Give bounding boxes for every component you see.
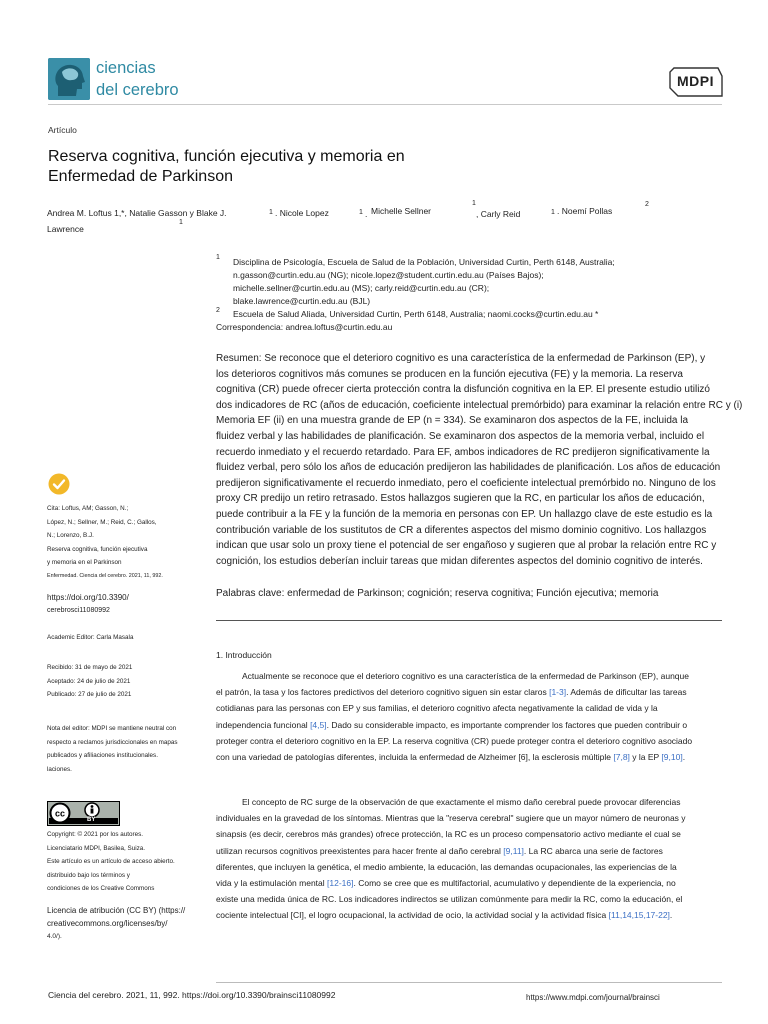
copyright-block: Copyright: © 2021 por los autores. Licenciatario MDPI, Basilea, Suiza. Este artículo es un artículo de acceso abierto. distribuido bajo los términos y condiciones de los Creative Commons	[47, 831, 175, 893]
author-affil-sup: 1	[551, 209, 555, 216]
author-separator: .	[365, 209, 368, 219]
check-for-updates-icon[interactable]	[48, 473, 70, 495]
brain-head-icon	[48, 58, 90, 100]
citation-block: Cita: Loftus, AM; Gasson, N.; López, N.; Sellner, M.; Reid, C.; Gallos, N.; Lorenzo, B.J. Reserva cognitiva, función ejecutiva y memoria en el Parkinson Enfermedad. Ciencia del cerebro. 2021, 11, 992.	[47, 505, 163, 579]
author-pollas: . Noemí Pollas	[557, 206, 613, 216]
author-affil-sup: 1	[359, 209, 363, 216]
abstract: Resumen: Se reconoce que el deterioro cognitivo es una característica de la enfermedad de Parkinson (EP), y los deterioros cognitivos más comunes se producen en la función ejecutiva (FE) y la memoria. La reserva cognitiva (CR) puede ofrecer cierta protección contra la disfunción cognitiva en la EP. El presente estudio utilizó dos indicadores de RC (años de educación, coeficiente intelectual premórbido) para examinar la relación entre RC y (i) Memoria EF (ii) en una muestra grande de EP (n = 334). Se examinaron dos aspectos de la FE, incluida la fluidez verbal y las habilidades de planificación. Se examinaron dos aspectos de la memoria verbal, incluido el recuerdo inmediato y el recuerdo retardado. Para EF, ambos indicadores de RC predijeron significativamente la fluidez verbal, pero sólo los años de educación predijeron las habilidades de planificación. Los años de educación predijeron significativamente el recuerdo inmediato, pero el coeficiente intelectual premórbido no. Ninguno de los proxy CR predijo un retiro retrasado. Estos hallazgos sugieren que la RC, en particular los años de educación, puede contribuir a la FE y la función de la memoria en personas con EP. Un hallazgo clave de este estudio es la contribución variable de los sustitutos de CR a diferentes aspectos del mismo dominio cognitivo. Los hallazgos indican que usar solo un proxy tiene el potencial de ser engañoso y sugieren que al probar la relación entre RC y cognición, los estudios deberían incluir tareas que midan diferentes aspectos del dominio cognitivo de interés.	[216, 353, 743, 567]
author-lopez: . Nicole Lopez	[275, 208, 329, 218]
svg-text:cc: cc	[54, 808, 66, 819]
author-affil-sup: 1	[472, 200, 476, 207]
citation-link[interactable]: [11,14,15,17-22]	[608, 910, 670, 921]
affiliation-1: Disciplina de Psicología, Escuela de Salud de la Población, Universidad Curtin, Perth 6148, Australia; n.gasson@curtin.edu.au (NG); nicole.lopez@student.curtin.edu.au (Países Bajos); michelle.sellner@curtin.edu.au (MS); carly.reid@curtin.edu.au (CR); blake.lawrence@curtin.edu.au (BJL)	[233, 257, 615, 306]
cc-by-license-badge[interactable]	[47, 801, 120, 826]
footer-divider	[216, 982, 722, 983]
correspondence: Correspondencia: andrea.loftus@curtin.edu.au	[216, 322, 393, 332]
author-affil-sup: 1	[179, 219, 183, 226]
intro-paragraph-2: El concepto de RC surge de la observación de que exactamente el mismo daño cerebral puede provocar diferencias individuales en la gravedad de los síntomas. Mientras que la "reserva cerebral" sugiere que un mayor número de neuronas y sinapsis (es decir, cerebros más grandes) ofrece protección, la RC es un proceso compensatorio activo mediante el cual se utilizan recursos cognitivos preexistentes para hacer frente al daño cerebral [9,11]. La RC abarca una serie de factores diferentes, que incluyen la genética, el medio ambiente, la educación, las demandas ocupacionales, las experiencias de la vida y la estimulación mental [12-16]. Como se cree que es multifactorial, acumulativo y dependiente de la experiencia, no existe una medida única de RC. Los indicadores indirectos se utilizan comúnmente para medir la RC, como la educación, el cociente intelectual [CI], el logro ocupacional, la actividad de ocio, la actividad social y la actividad física [11,14,15,17-22].	[216, 797, 686, 921]
mdpi-logo	[668, 66, 724, 98]
publisher-note: Nota del editor: MDPI se mantiene neutral con respecto a reclamos jurisdiccionales en mapas publicados y afiliaciones institucionales. laciones.	[47, 725, 178, 773]
keywords: Palabras clave: enfermedad de Parkinson; cognición; reserva cognitiva; Función ejecutiva; memoria	[216, 588, 659, 599]
header-divider	[48, 104, 722, 105]
cc-by-label: BY	[87, 817, 96, 823]
doi-link[interactable]: https://doi.org/10.3390/ cerebrosci11080992	[47, 593, 129, 614]
page-title: Reserva cognitiva, función ejecutiva y memoria en Enfermedad de Parkinson	[48, 148, 405, 185]
section-heading-introduction: 1. Introducción	[216, 650, 272, 660]
author-sellner: Michelle Sellner	[371, 206, 431, 216]
affiliation-2: Escuela de Salud Aliada, Universidad Curtin, Perth 6148, Australia; naomi.cocks@curtin.edu.au *	[233, 309, 599, 319]
author-loftus-gasson-blake: Andrea M. Loftus 1,*, Natalie Gasson y Blake J.	[47, 208, 227, 218]
publisher-name: MDPI	[677, 73, 714, 89]
affiliation-number: 2	[216, 307, 220, 314]
author-lawrence: Lawrence	[47, 224, 84, 234]
article-type: Artículo	[48, 125, 77, 135]
journal-logo	[48, 58, 90, 100]
citation-link[interactable]: [4,5]	[310, 719, 327, 730]
citation-link[interactable]: [1-3]	[549, 687, 567, 698]
footer-citation: Ciencia del cerebro. 2021, 11, 992. https://doi.org/10.3390/brainsci11080992	[48, 990, 336, 1000]
citation-link[interactable]: [9,10]	[661, 752, 683, 763]
citation-link[interactable]: [9,11]	[503, 845, 524, 856]
citation-link[interactable]: [12-16]	[327, 878, 354, 889]
license-link[interactable]: Licencia de atribución (CC BY) (https:// creativecommons.org/licenses/by/ 4.0/).	[47, 906, 186, 940]
citation-link[interactable]: [7,8]	[613, 752, 630, 763]
journal-name: ciencias del cerebro	[96, 59, 179, 99]
footer-journal-url[interactable]: https://www.mdpi.com/journal/brainsci	[526, 993, 660, 1002]
author-affil-sup: 1	[269, 209, 273, 216]
publication-dates: Recibido: 31 de mayo de 2021 Aceptado: 24 de julio de 2021 Publicado: 27 de julio de 2021	[47, 664, 133, 699]
author-reid: , Carly Reid	[476, 209, 521, 219]
intro-paragraph-1: Actualmente se reconoce que el deterioro cognitivo es una característica de la enfermedad de Parkinson (EP), aunque el patrón, la tasa y los factores predictivos del deterioro cognitivo siguen sin estar claros [1-3]. Además de dificultar las tareas cotidianas para las personas con EP y sus familias, el deterioro cognitivo afecta negativamente la calidad de vida y la independencia funcional [4,5]. Dado su considerable impacto, es importante comprender los factores que pueden contribuir o proteger contra el deterioro cognitivo en la EP. La reserva cognitiva (CR) puede proteger contra el deterioro cognitivo asociado con una variedad de patologías diferentes, incluida la enfermedad de Alzheimer [6], la esclerosis múltiple [7,8] y la EP [9,10].	[216, 671, 693, 763]
affiliation-number: 1	[216, 254, 220, 261]
author-affil-sup: 2	[645, 201, 649, 208]
section-divider	[216, 620, 722, 621]
academic-editor: Academic Editor: Carla Masala	[47, 634, 134, 641]
